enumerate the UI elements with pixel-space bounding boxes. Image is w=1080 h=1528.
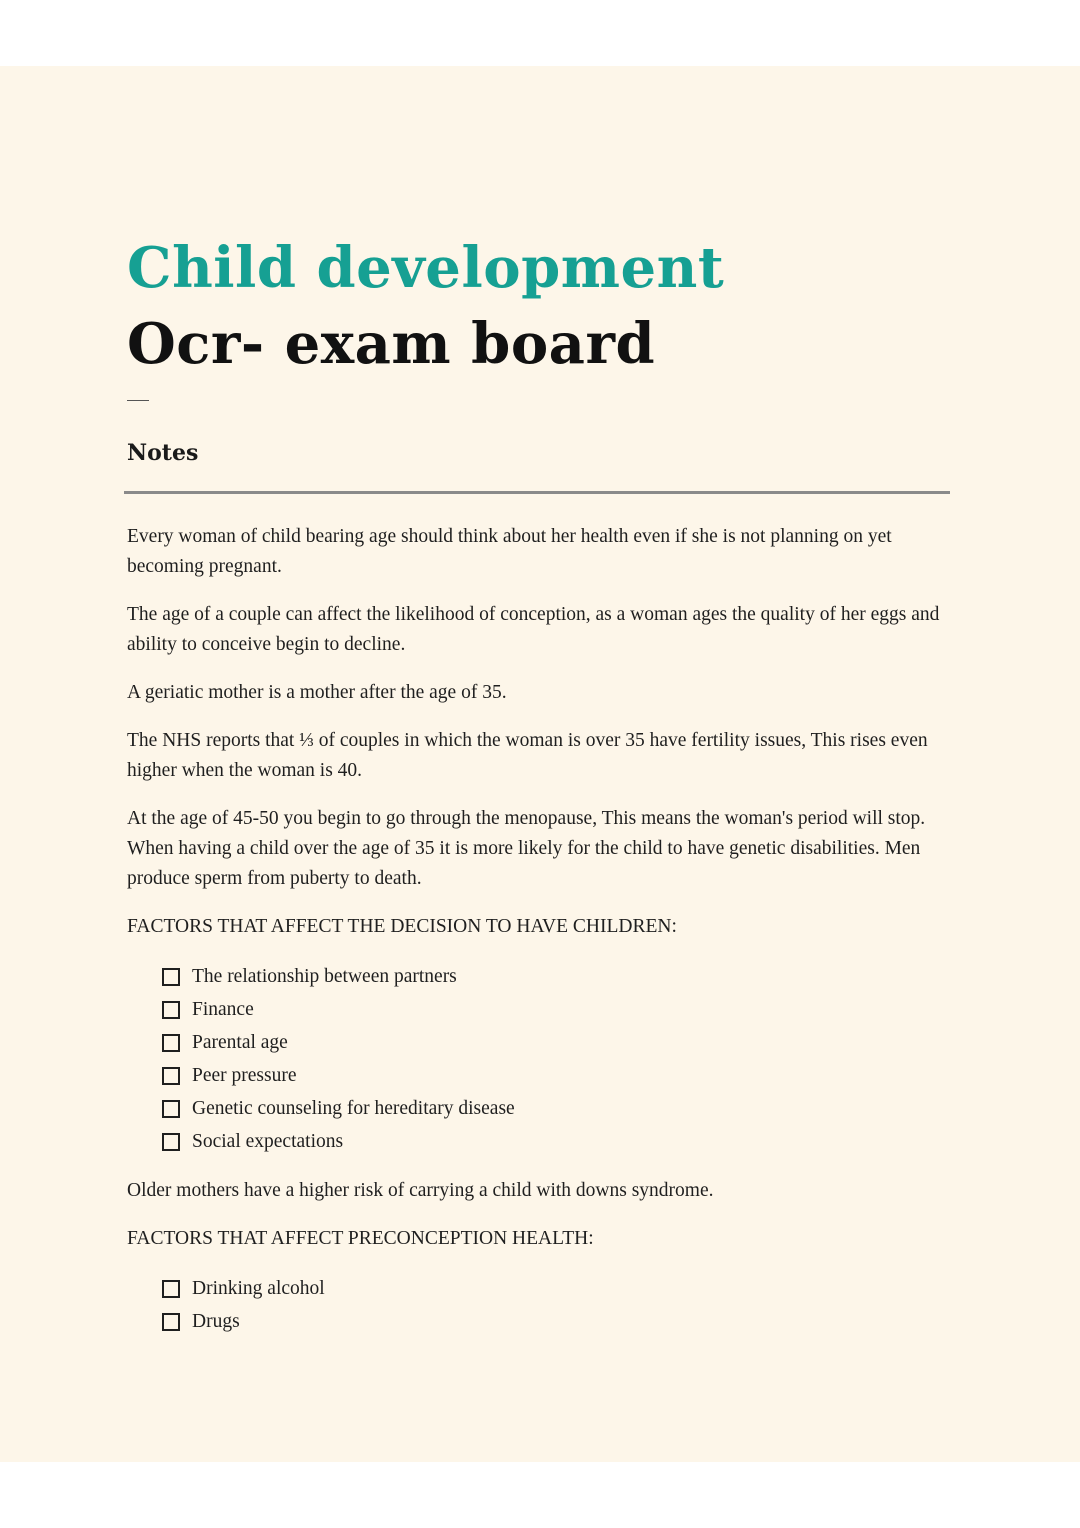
- checkbox[interactable]: [162, 968, 180, 986]
- paragraph-nhs: The NHS reports that ⅓ of couples in which the woman is over 35 have fertility issues, This rises even higher when the woman is 40.: [127, 730, 928, 781]
- paragraph-downs-syndrome: Older mothers have a higher risk of carrying a child with downs syndrome.: [127, 1180, 714, 1201]
- checkbox[interactable]: [162, 1001, 180, 1019]
- checklist-item: [162, 1272, 949, 1305]
- checkbox[interactable]: [162, 1133, 180, 1151]
- checklist-item: [162, 1305, 949, 1338]
- checklist-item-label: Finance: [192, 998, 254, 1020]
- checklist-item-label: Social expectations: [192, 1130, 344, 1152]
- document-page: [0, 66, 1080, 1462]
- preconception-factors-checklist: [127, 1272, 949, 1338]
- checklist-item: [162, 1125, 949, 1158]
- checklist-item-label: Genetic counseling for hereditary disease: [192, 1097, 515, 1119]
- checklist-item-label: The relationship between partners: [192, 965, 457, 987]
- heading-preconception-factors: FACTORS THAT AFFECT PRECONCEPTION HEALTH:: [127, 1228, 594, 1249]
- checklist-item-label: Parental age: [192, 1031, 288, 1053]
- paragraph-couple-age: The age of a couple can affect the likelihood of conception, as a woman ages the quality of her eggs and ability to conceive begin to decline.: [127, 604, 940, 655]
- checkbox[interactable]: [162, 1067, 180, 1085]
- page-title: Child development: [127, 235, 725, 301]
- decision-factors-checklist: [127, 960, 949, 1158]
- section-heading-notes: Notes: [127, 440, 199, 466]
- checklist-item-label: Drugs: [192, 1310, 240, 1332]
- checkbox[interactable]: [162, 1313, 180, 1331]
- checkbox[interactable]: [162, 1034, 180, 1052]
- page-subtitle: Ocr- exam board: [127, 311, 656, 377]
- short-divider: [127, 400, 149, 401]
- checklist-item: [162, 1026, 949, 1059]
- checklist-item: [162, 1059, 949, 1092]
- paragraph-geriatic: A geriatic mother is a mother after the age of 35.: [127, 682, 507, 703]
- heading-decision-factors: FACTORS THAT AFFECT THE DECISION TO HAVE CHILDREN:: [127, 916, 677, 937]
- checklist-item: [162, 1092, 949, 1125]
- checklist-item: [162, 993, 949, 1026]
- paragraph-menopause: At the age of 45-50 you begin to go through the menopause, This means the woman's period will stop. When having a child over the age of 35 it is more likely for the child to have genetic disabilities. Men produce sperm from puberty to death.: [127, 808, 926, 889]
- checklist-item: [162, 960, 949, 993]
- horizontal-rule: [124, 491, 950, 494]
- checkbox[interactable]: [162, 1280, 180, 1298]
- checklist-item-label: Peer pressure: [192, 1064, 297, 1086]
- notes-body: [127, 522, 949, 1356]
- checkbox[interactable]: [162, 1100, 180, 1118]
- checklist-item-label: Drinking alcohol: [192, 1277, 325, 1299]
- paragraph-health: Every woman of child bearing age should think about her health even if she is not planning on yet becoming pregnant.: [127, 526, 892, 577]
